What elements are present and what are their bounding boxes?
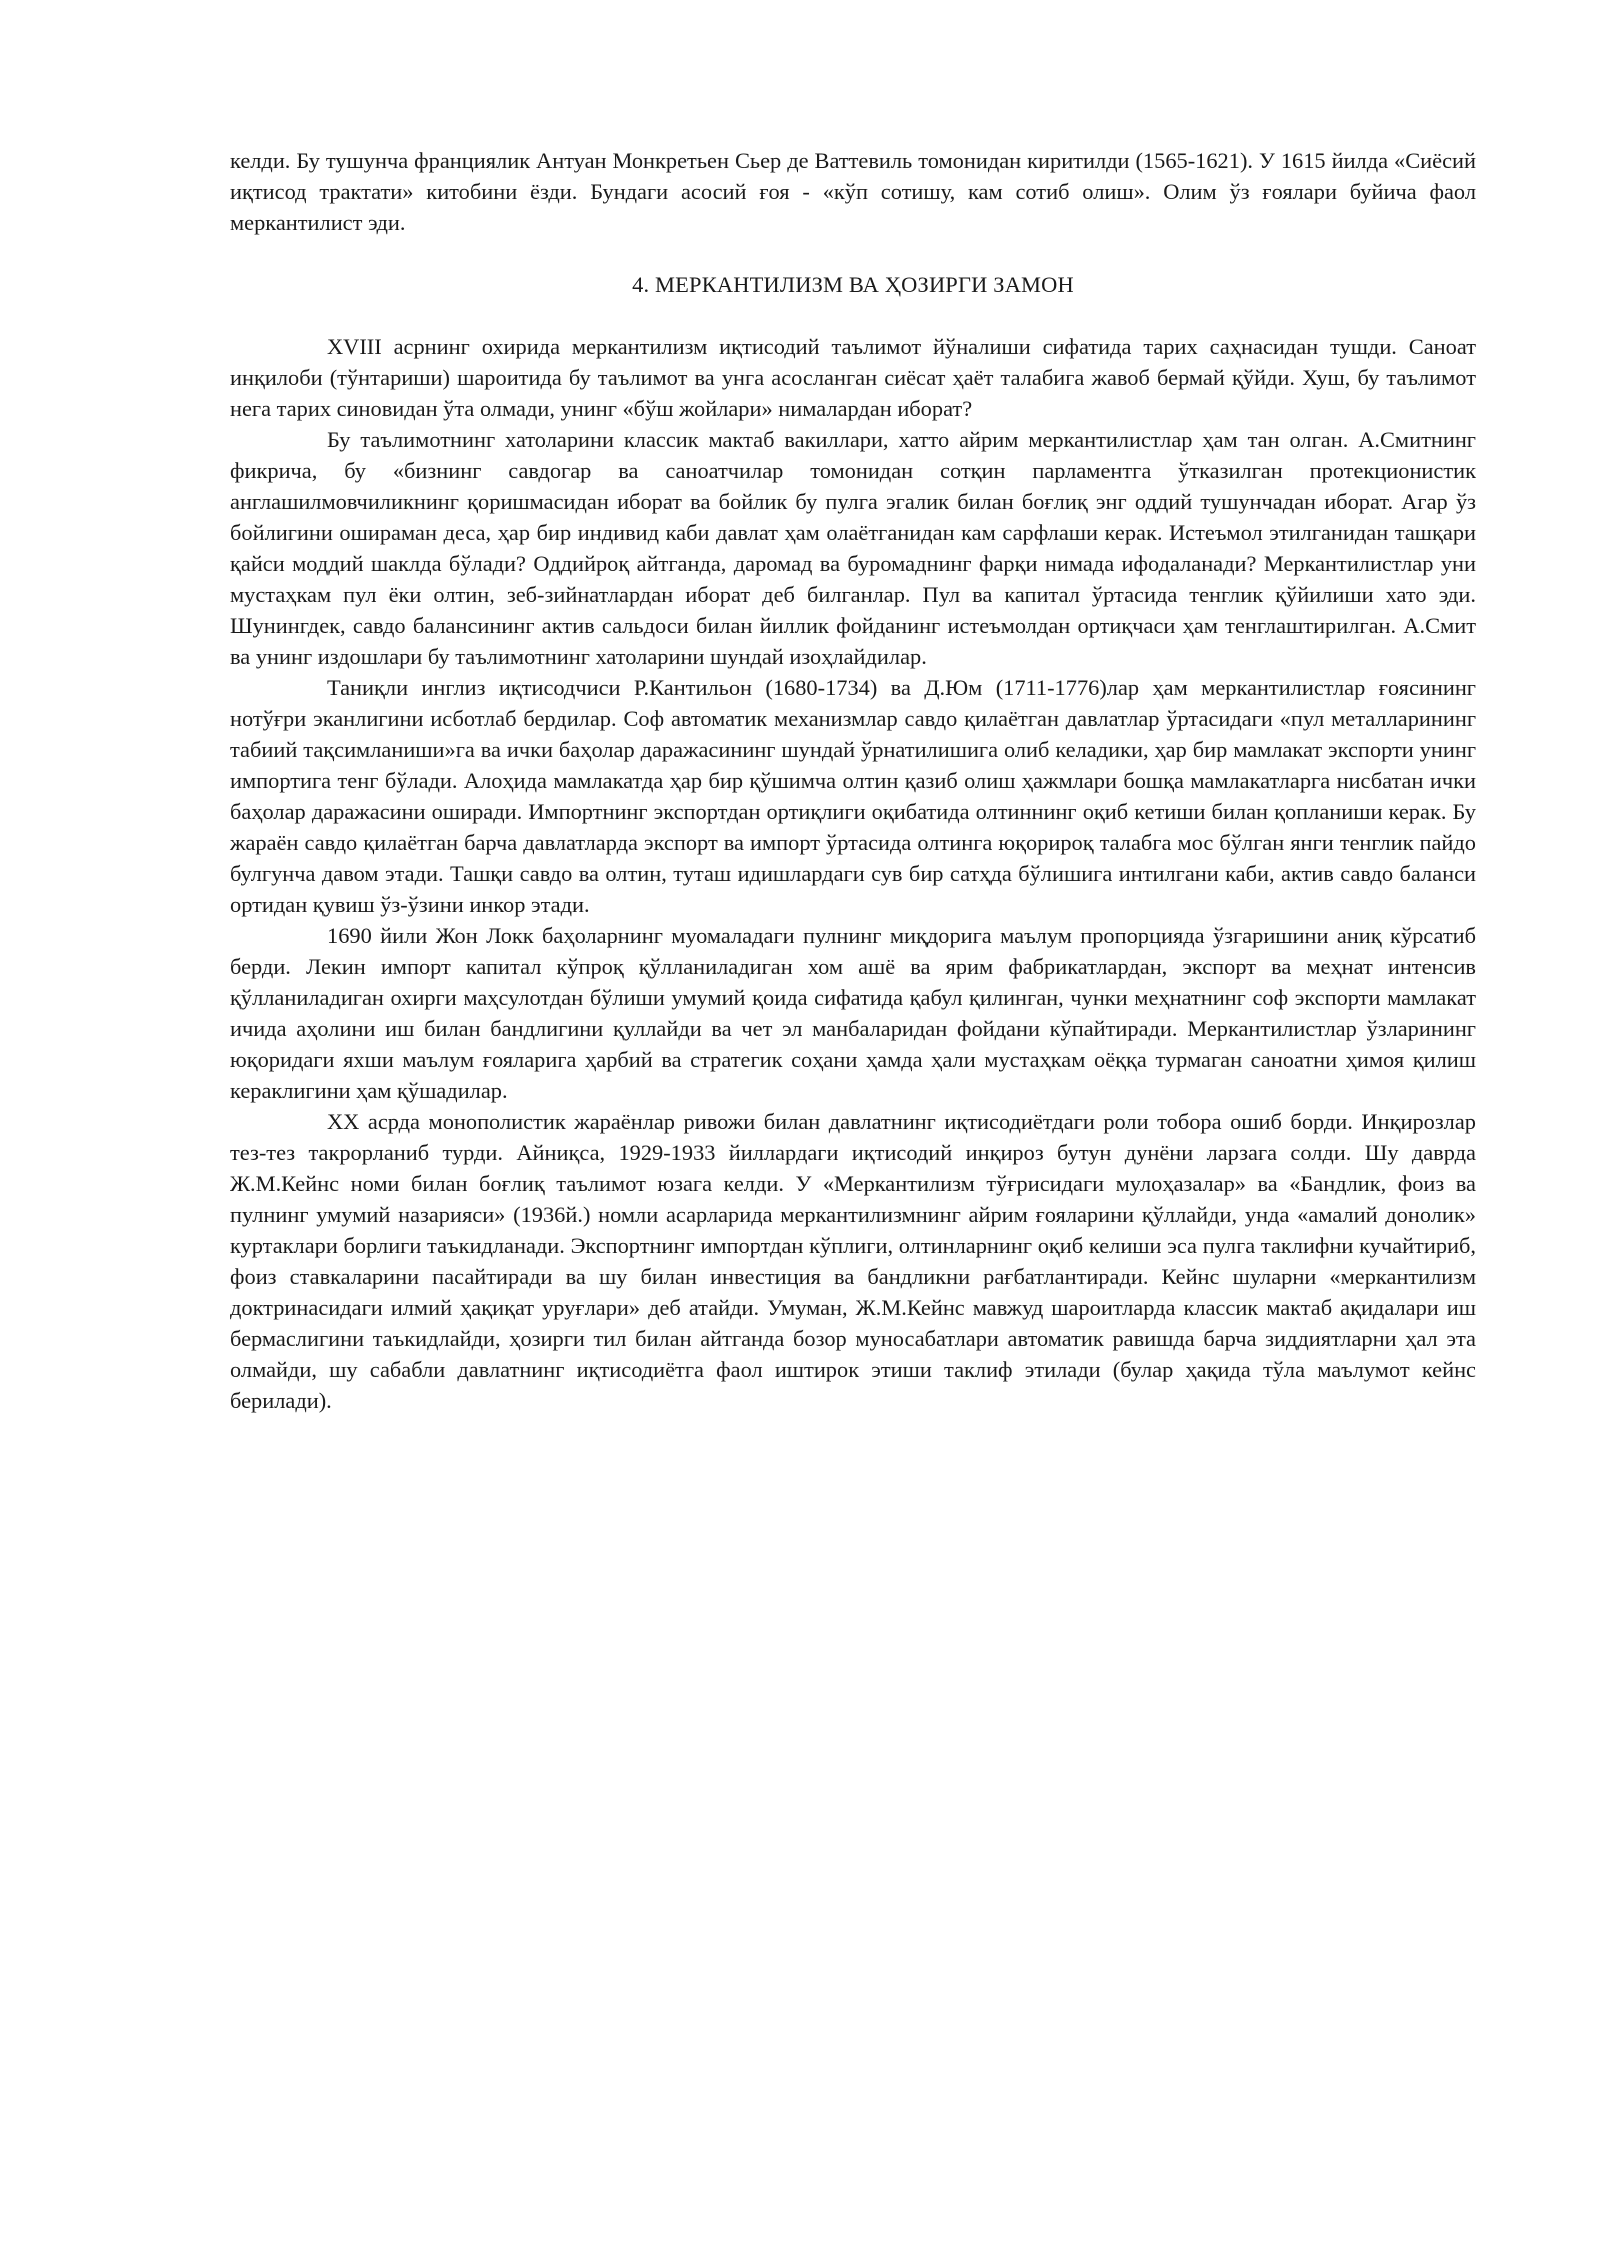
body-paragraph-2: Бу таълимотнинг хатоларини классик мактаб вакиллари, хатто айрим меркантилистлар ҳам тан олган. А.Смитнинг фикрича, бу «бизнинг савдогар ва саноатчилар томонидан сотқин парламентга ўтказилган протекционистик англашилмовчиликнинг қоришмасидан иборат ва бойлик бу пулга эгалик билан боғлиқ энг оддий тушунчадан иборат. Агар ўз бойлигини ошираман деса, ҳар бир индивид каби давлат ҳам олаётганидан кам сарфлаши керак. Истеъмол этилганидан ташқари қайси моддий шаклда бўлади? Оддийроқ айтганда, даромад ва буромаднинг фарқи нимада ифодаланади? Меркантилистлар уни мустаҳкам пул ёки олтин, зеб-зийнатлардан иборат деб билганлар. Пул ва капитал ўртасида тенглик қўйилиши хато эди. Шунингдек, савдо балансининг актив сальдоси билан йиллик фойданинг истеъмолдан ортиқчаси ҳам тенглаштирилган. А.Смит ва унинг издошлари бу таълимотнинг хатоларини шундай изоҳлайдилар. xyxy=(230,427,1476,669)
body-paragraph-4: 1690 йили Жон Локк баҳоларнинг муомаладаги пулнинг миқдорига маълум пропорцияда ўзгаришини аниқ кўрсатиб берди. Лекин импорт капитал кўпроқ қўлланиладиган хом ашё ва ярим фабрикатлардан, экспорт ва меҳнат интенсив қўлланиладиган охирги маҳсулотдан бўлиши умумий қоида сифатида қабул қилинган, чунки меҳнатнинг соф экспорти мамлакат ичида аҳолини иш билан бандлигини қуллайди ва чет эл манбаларидан фойдани кўпайтиради. Меркантилистлар ўзларининг юқоридаги яхши маълум ғояларига ҳарбий ва стратегик соҳани ҳамда ҳали мустаҳкам оёққа турмаган саноатни ҳимоя қилиш кераклигини ҳам қўшадилар. xyxy=(230,923,1476,1103)
document-page xyxy=(230,145,1476,1416)
section-heading: 4. МЕРКАНТИЛИЗМ ВА ҲОЗИРГИ ЗАМОН xyxy=(632,272,1074,297)
body-paragraph-5: XX асрда монополистик жараёнлар ривожи билан давлатнинг иқтисодиётдаги роли тобора ошиб борди. Инқирозлар тез-тез такрорланиб турди. Айниқса, 1929-1933 йиллардаги иқтисодий инқироз бутун дунёни ларзага солди. Шу даврда Ж.М.Кейнс номи билан боғлиқ таълимот юзага келди. У «Меркантилизм тўғрисидаги мулоҳазалар» ва «Бандлик, фоиз ва пулнинг умумий назарияси» (1936й.) номли асарларида меркантилизмнинг айрим ғояларини қўллайди, унда «амалий донолик» куртаклари борлиги таъкидланади. Экспортнинг импортдан кўплиги, олтинларнинг оқиб келиши эса пулга таклифни кучайтириб, фоиз ставкаларини пасайтиради ва шу билан инвестиция ва бандликни рағбатлантиради. Кейнс шуларни «меркантилизм доктринасидаги илмий ҳақиқат уруғлари» деб атайди. Умуман, Ж.М.Кейнс мавжуд шароитларда классик мактаб ақидалари иш бермаслигини таъкидлайди, ҳозирги тил билан айтганда бозор муносабатлари автоматик равишда барча зиддиятларни ҳал эта олмайди, шу сабабли давлатнинг иқтисодиётга фаол иштирок этиши таклиф этилади (булар ҳақида тўла маълумот кейнс берилади). xyxy=(230,1109,1476,1413)
body-paragraph-3: Таниқли инглиз иқтисодчиси Р.Кантильон (1680-1734) ва Д.Юм (1711-1776)лар ҳам меркантилистлар ғоясининг нотўғри эканлигини исботлаб бердилар. Соф автоматик механизмлар савдо қилаётган давлатлар ўртасидаги «пул металларининг табиий тақсимланиши»га ва ички баҳолар даражасининг шундай ўрнатилишига олиб келадики, ҳар бир мамлакат экспорти унинг импортига тенг бўлади. Алоҳида мамлакатда ҳар бир қўшимча олтин қазиб олиш ҳажмлари бошқа мамлакатларга нисбатан ички баҳолар даражасини оширади. Импортнинг экспортдан ортиқлиги оқибатида олтиннинг оқиб кетиши билан қопланиши керак. Бу жараён савдо қилаётган барча давлатларда экспорт ва импорт ўртасида олтинга юқорироқ талабга мос бўлган янги тенглик пайдо булгунча давом этади. Ташқи савдо ва олтин, туташ идишлардаги сув бир сатҳда бўлишига интилгани каби, актив савдо баланси ортидан қувиш ўз-ўзини инкор этади. xyxy=(230,675,1476,917)
intro-paragraph: келди. Бу тушунча франциялик Антуан Монкретьен Сьер де Ваттевиль томонидан киритилди (1565-1621). У 1615 йилда «Сиёсий иқтисод трактати» китобини ёзди. Бундаги асосий ғоя - «кўп сотишу, кам сотиб олиш». Олим ўз ғоялари буйича фаол меркантилист эди. xyxy=(230,148,1476,235)
body-paragraph-1: XVIII асрнинг охирида меркантилизм иқтисодий таълимот йўналиши сифатида тарих саҳнасидан тушди. Саноат инқилоби (тўнтариши) шароитида бу таълимот ва унга асосланган сиёсат ҳаёт талабига жавоб бермай қўйди. Хуш, бу таълимот нега тарих синовидан ўта олмади, унинг «бўш жойлари» нималардан иборат? xyxy=(230,334,1476,421)
